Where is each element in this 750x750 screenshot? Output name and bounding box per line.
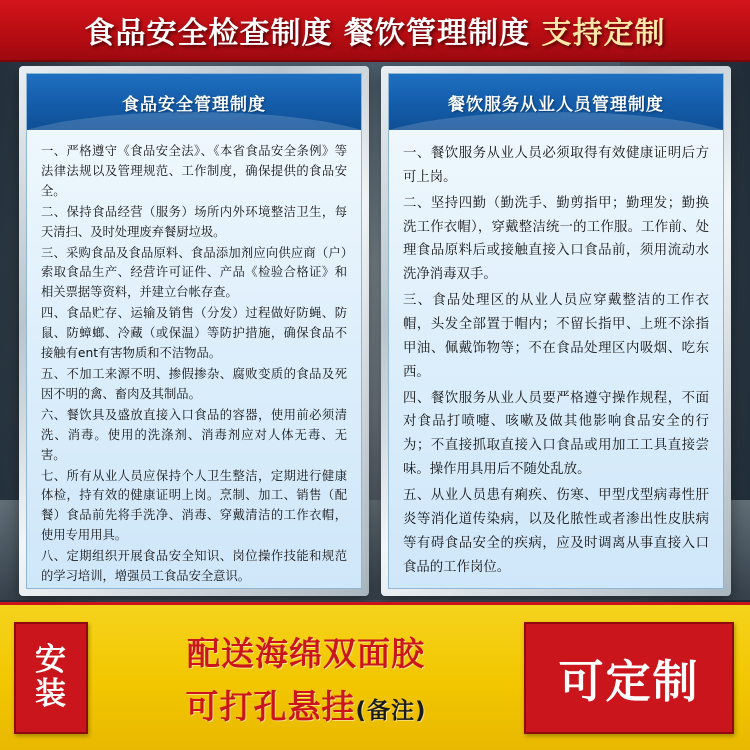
bottom-banner-text-group [88, 628, 524, 728]
rule-paragraph: 二、坚持四勤（勤洗手、勤剪指甲；勤理发；勤换洗工作衣帽），穿戴整洁统一的工作服。工作前、处理食品原料后或接触直接入口食品前，须用流动水洗净消毒双手。 [403, 195, 709, 283]
signboard-food-safety [19, 66, 369, 596]
signboard-title-right: 餐饮服务从业人员管理制度 [448, 94, 664, 115]
signboard-body-right [389, 130, 723, 588]
install-badge [14, 622, 88, 734]
bottom-yellow-banner [0, 602, 750, 750]
rule-paragraph: 三、采购食品及食品原料、食品添加剂应向供应商（户）索取食品生产、经营许可证件、产品《检验合格证》和相关票据等资料，并建立台帐存查。 [41, 245, 347, 300]
signboard-inner-right [388, 73, 724, 589]
customizable-badge: 可定制 [524, 622, 734, 734]
rule-paragraph: 四、餐饮服务从业人员要严格遵守操作规程，不面对食品打喷嚏、咳嗽及做其他影响食品安全的行为；不直接抓取直接入口食品或用加工工具直接尝味。操作用具用后不随处乱放。 [403, 390, 709, 478]
top-banner-main: 食品安全检查制度 餐饮管理制度 [84, 16, 530, 51]
top-banner-text [85, 8, 666, 52]
signboard-inner-left [26, 73, 362, 589]
top-banner-sub: 支持定制 [530, 16, 666, 51]
bottom-banner-line-2-main: 可打孔悬挂 [185, 686, 356, 726]
rule-paragraph: 三、食品处理区的从业人员应穿戴整洁的工作衣帽，头发全部置于帽内；不留长指甲、上班不涂指甲油、佩戴饰物等；不在食品处理区内吸烟、吃东西。 [403, 293, 709, 380]
bottom-banner-line-2 [185, 681, 426, 728]
rule-paragraph: 五、从业人员患有痢疾、伤寒、甲型戊型病毒性肝炎等消化道传染病，以及化脓性或者渗出性皮肤病等有碍食品安全的疾病，应及时调离从事直接入口食品的工作岗位。 [403, 488, 709, 575]
rule-paragraph: 一、餐饮服务从业人员必须取得有效健康证明后方可上岗。 [403, 146, 709, 185]
signboard-title-left: 食品安全管理制度 [122, 94, 266, 115]
rule-paragraph: 二、保持食品经营（服务）场所内外环境整洁卫生，每天清扫、及时处理废弃餐厨垃圾。 [41, 204, 347, 239]
top-red-banner [0, 0, 750, 62]
signboard-header-left [27, 74, 361, 130]
bottom-banner-line-2-note: (备注) [355, 697, 427, 724]
signboard-staff-management [381, 66, 731, 596]
install-badge-char-1: 安 [35, 642, 67, 679]
rule-paragraph: 四、食品贮存、运输及销售（分发）过程做好防蝇、防鼠、防蟑螂、冷藏（或保温）等防护措施，确保食品不接触有ent有害物质和不洁物品。 [41, 306, 347, 361]
bottom-banner-line-1: 配送海绵双面胶 [187, 633, 425, 673]
signboards-group [0, 62, 750, 602]
install-badge-char-2: 装 [35, 675, 67, 712]
rule-paragraph: 六、餐饮具及盛放直接入口食品的容器，使用前必须清洗、消毒。使用的洗涤剂、消毒剂应对人体无毒、无害。 [41, 407, 347, 462]
rule-paragraph: 五、不加工来源不明、掺假掺杂、腐败变质的食品及死因不明的禽、畜肉及其制品。 [41, 366, 347, 401]
rule-paragraph: 一、严格遵守《食品安全法》、《本省食品安全条例》等法律法规以及管理规范、工作制度，确保提供的食品安全。 [41, 144, 347, 198]
rule-paragraph: 七、所有从业人员应保持个人卫生整洁，定期进行健康体检，持有效的健康证明上岗。烹制、加工、销售（配餐）食品前先将手洗净、消毒、穿戴清洁的工作衣帽，使用专用用具。 [41, 468, 347, 543]
signboard-body-left [27, 130, 361, 588]
rule-paragraph: 八、定期组织开展食品安全知识、岗位操作技能和规范的学习培训，增强员工食品安全意识。 [41, 549, 347, 584]
signboard-header-right [389, 74, 723, 130]
